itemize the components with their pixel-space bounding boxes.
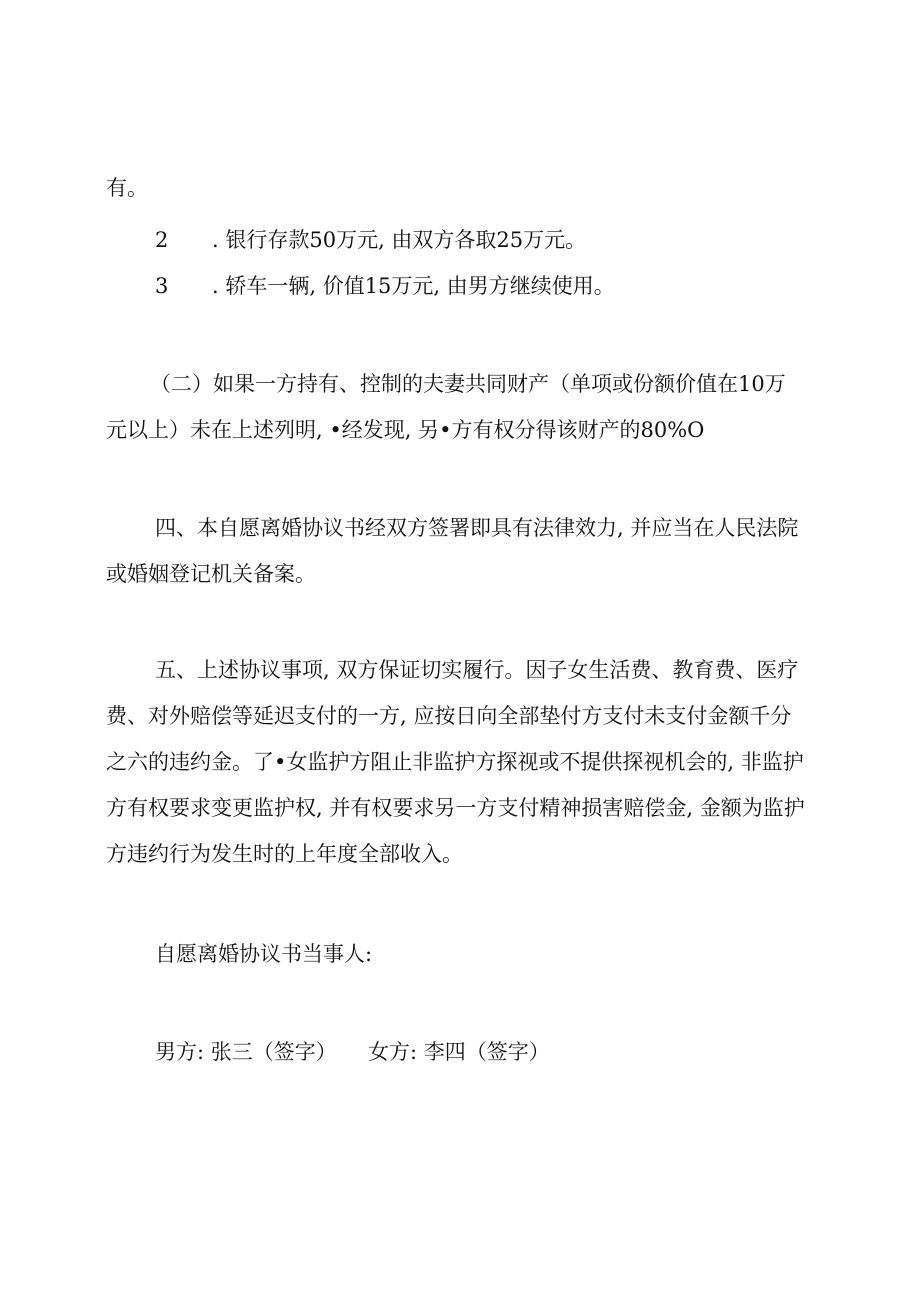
parties-heading: 自愿离婚协议书当事人: bbox=[155, 942, 373, 966]
male-signature: 男方: 张三（签字） bbox=[155, 1040, 337, 1064]
para-five-line1: 五、上述协议事项, 双方保证切实履行。因子女生活费、教育费、医疗 bbox=[155, 658, 799, 682]
line-top: 有。 bbox=[106, 176, 148, 200]
para-five-line4: 方有权要求变更监护权, 并有权要求另一方支付精神损害赔偿金, 金额为监护 bbox=[106, 796, 805, 820]
para-two-line1: （二）如果一方持有、控制的夫妻共同财产（单项或份额价值在10万 bbox=[150, 372, 786, 396]
para-two-line2: 元以上）未在上述列明, •经发现, 另•方有权分得该财产的80%O bbox=[106, 418, 705, 442]
list-item-2-number: 2 bbox=[155, 228, 169, 252]
para-five-line2: 费、对外赔偿等延迟支付的一方, 应按日向全部垫付方支付未支付金额千分 bbox=[106, 704, 792, 728]
list-item-2-text: . 银行存款50万元, 由双方各取25万元。 bbox=[212, 228, 587, 252]
para-four-line2: 或婚姻登记机关备案。 bbox=[106, 562, 316, 586]
female-signature: 女方: 李四（签字） bbox=[368, 1040, 550, 1064]
list-item-3-text: . 轿车一辆, 价值15万元, 由男方继续使用。 bbox=[212, 274, 615, 298]
list-item-3-number: 3 bbox=[155, 274, 169, 298]
para-five-line3: 之六的违约金。了•女监护方阻止非监护方探视或不提供探视机会的, 非监护 bbox=[106, 750, 804, 774]
para-four-line1: 四、本自愿离婚协议书经双方签署即具有法律效力, 并应当在人民法院 bbox=[155, 516, 799, 540]
para-five-line5: 方违约行为发生时的上年度全部收入。 bbox=[106, 842, 463, 866]
